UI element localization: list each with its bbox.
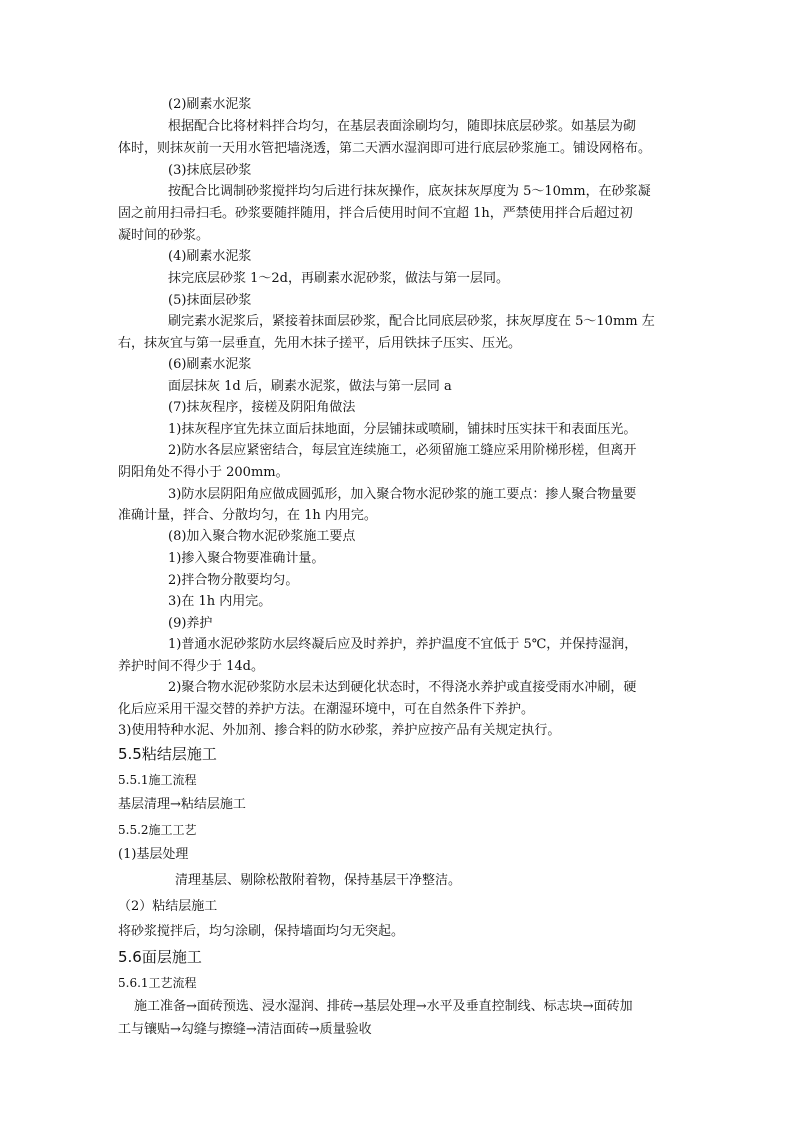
subheading-4: (4)刷素水泥浆 bbox=[168, 249, 252, 264]
paragraph-line: 2)防水各层应紧密结合，每层宜连续施工，必须留施工缝应采用阶梯形槎，但离开 bbox=[168, 443, 637, 458]
paragraph-line: 右，抹灰宜与第一层垂直，先用木抹子搓平，后用铁抹子压实、压光。 bbox=[118, 336, 522, 351]
subheading-8: (8)加入聚合物水泥砂浆施工要点 bbox=[168, 529, 356, 544]
paragraph-line: 3)在 1h 内用完。 bbox=[168, 594, 272, 609]
subheading-1: (1)基层处理 bbox=[118, 847, 189, 862]
paragraph-line: 1)抹灰程序宜先抹立面后抹地面，分层铺抹或喷刷，铺抹时压实抹干和表面压光。 bbox=[168, 422, 637, 437]
paragraph-line: 清理基层、剔除松散附着物，保持基层干净整洁。 bbox=[175, 873, 462, 888]
subheading-6: (6)刷素水泥浆 bbox=[168, 357, 252, 372]
paragraph-line: 3)使用特种水泥、外加剂、掺合料的防水砂浆，养护应按产品有关规定执行。 bbox=[118, 723, 561, 738]
paragraph-line: 化后应采用干湿交替的养护方法。在潮湿环境中，可在自然条件下养护。 bbox=[118, 702, 535, 717]
paragraph-line: 基层清理→粘结层施工 bbox=[118, 797, 246, 812]
paragraph-line: 阴阳角处不得小于 200mm。 bbox=[118, 465, 289, 480]
subheading-5: (5)抹面层砂浆 bbox=[168, 293, 252, 308]
section-heading-5-5: 5.5粘结层施工 bbox=[118, 745, 217, 763]
paragraph-line: 准确计量，拌合、分散均匀，在 1h 内用完。 bbox=[118, 508, 377, 523]
paragraph-line: 面层抹灰 1d 后，刷素水泥浆，做法与第一层同 a bbox=[168, 379, 452, 394]
subheading-2b: （2）粘结层施工 bbox=[118, 899, 218, 914]
paragraph-line: 抹完底层砂浆 1～2d，再刷素水泥砂浆，做法与第一层同。 bbox=[168, 271, 509, 286]
section-heading-5-6: 5.6面层施工 bbox=[118, 948, 202, 966]
paragraph-line: 2)拌合物分散要均匀。 bbox=[168, 573, 299, 588]
paragraph-line: 体时，则抹灰前一天用水管把墙浇透，第二天洒水湿润即可进行底层砂浆施工。铺设网格布。 bbox=[118, 141, 652, 156]
paragraph-line: 1)掺入聚合物要准确计量。 bbox=[168, 551, 325, 566]
subsection-heading-5-6-1: 5.6.1工艺流程 bbox=[118, 976, 197, 990]
subsection-heading-5-5-1: 5.5.1施工流程 bbox=[118, 773, 197, 787]
paragraph-line: 按配合比调制砂浆搅拌均匀后进行抹灰操作，底灰抹灰厚度为 5～10mm，在砂浆凝 bbox=[168, 184, 651, 199]
paragraph-line: 凝时间的砂浆。 bbox=[118, 228, 210, 243]
paragraph-line: 固之前用扫帚扫毛。砂浆要随拌随用，拌合后使用时间不宜超 1h，严禁使用拌合后超过初 bbox=[118, 206, 633, 221]
subheading-3: (3)抹底层砂浆 bbox=[168, 163, 252, 178]
subsection-heading-5-5-2: 5.5.2施工工艺 bbox=[118, 823, 197, 837]
paragraph-line: 工与镶贴→勾缝与擦缝→清洁面砖→质量验收 bbox=[118, 1022, 372, 1037]
subheading-7: (7)抹灰程序，接槎及阴阳角做法 bbox=[168, 400, 356, 415]
subheading-2: (2)刷素水泥浆 bbox=[168, 97, 252, 112]
paragraph-line: 将砂浆搅拌后，均匀涂刷，保持墙面均匀无突起。 bbox=[118, 924, 405, 939]
paragraph-line: 养护时间不得少于 14d。 bbox=[118, 659, 264, 674]
paragraph-line: 2)聚合物水泥砂浆防水层未达到硬化状态时，不得浇水养护或直接受雨水冲刷，硬 bbox=[168, 680, 637, 695]
subheading-9: (9)养护 bbox=[168, 616, 213, 631]
paragraph-line: 3)防水层阴阳角应做成圆弧形，加入聚合物水泥砂浆的施工要点：掺人聚合物量要 bbox=[168, 487, 637, 502]
paragraph-line: 1)普通水泥砂浆防水层终凝后应及时养护，养护温度不宜低于 5℃，并保持湿润， bbox=[168, 637, 638, 652]
paragraph-line: 根据配合比将材料拌合均匀，在基层表面涂刷均匀，随即抹底层砂浆。如基层为砌 bbox=[168, 119, 637, 134]
paragraph-line: 刷完素水泥浆后，紧接着抹面层砂浆，配合比同底层砂浆，抹灰厚度在 5～10mm 左 bbox=[168, 314, 655, 329]
paragraph-line: 施工准备→面砖预选、浸水湿润、排砖→基层处理→水平及垂直控制线、标志块→面砖加 bbox=[134, 999, 633, 1014]
